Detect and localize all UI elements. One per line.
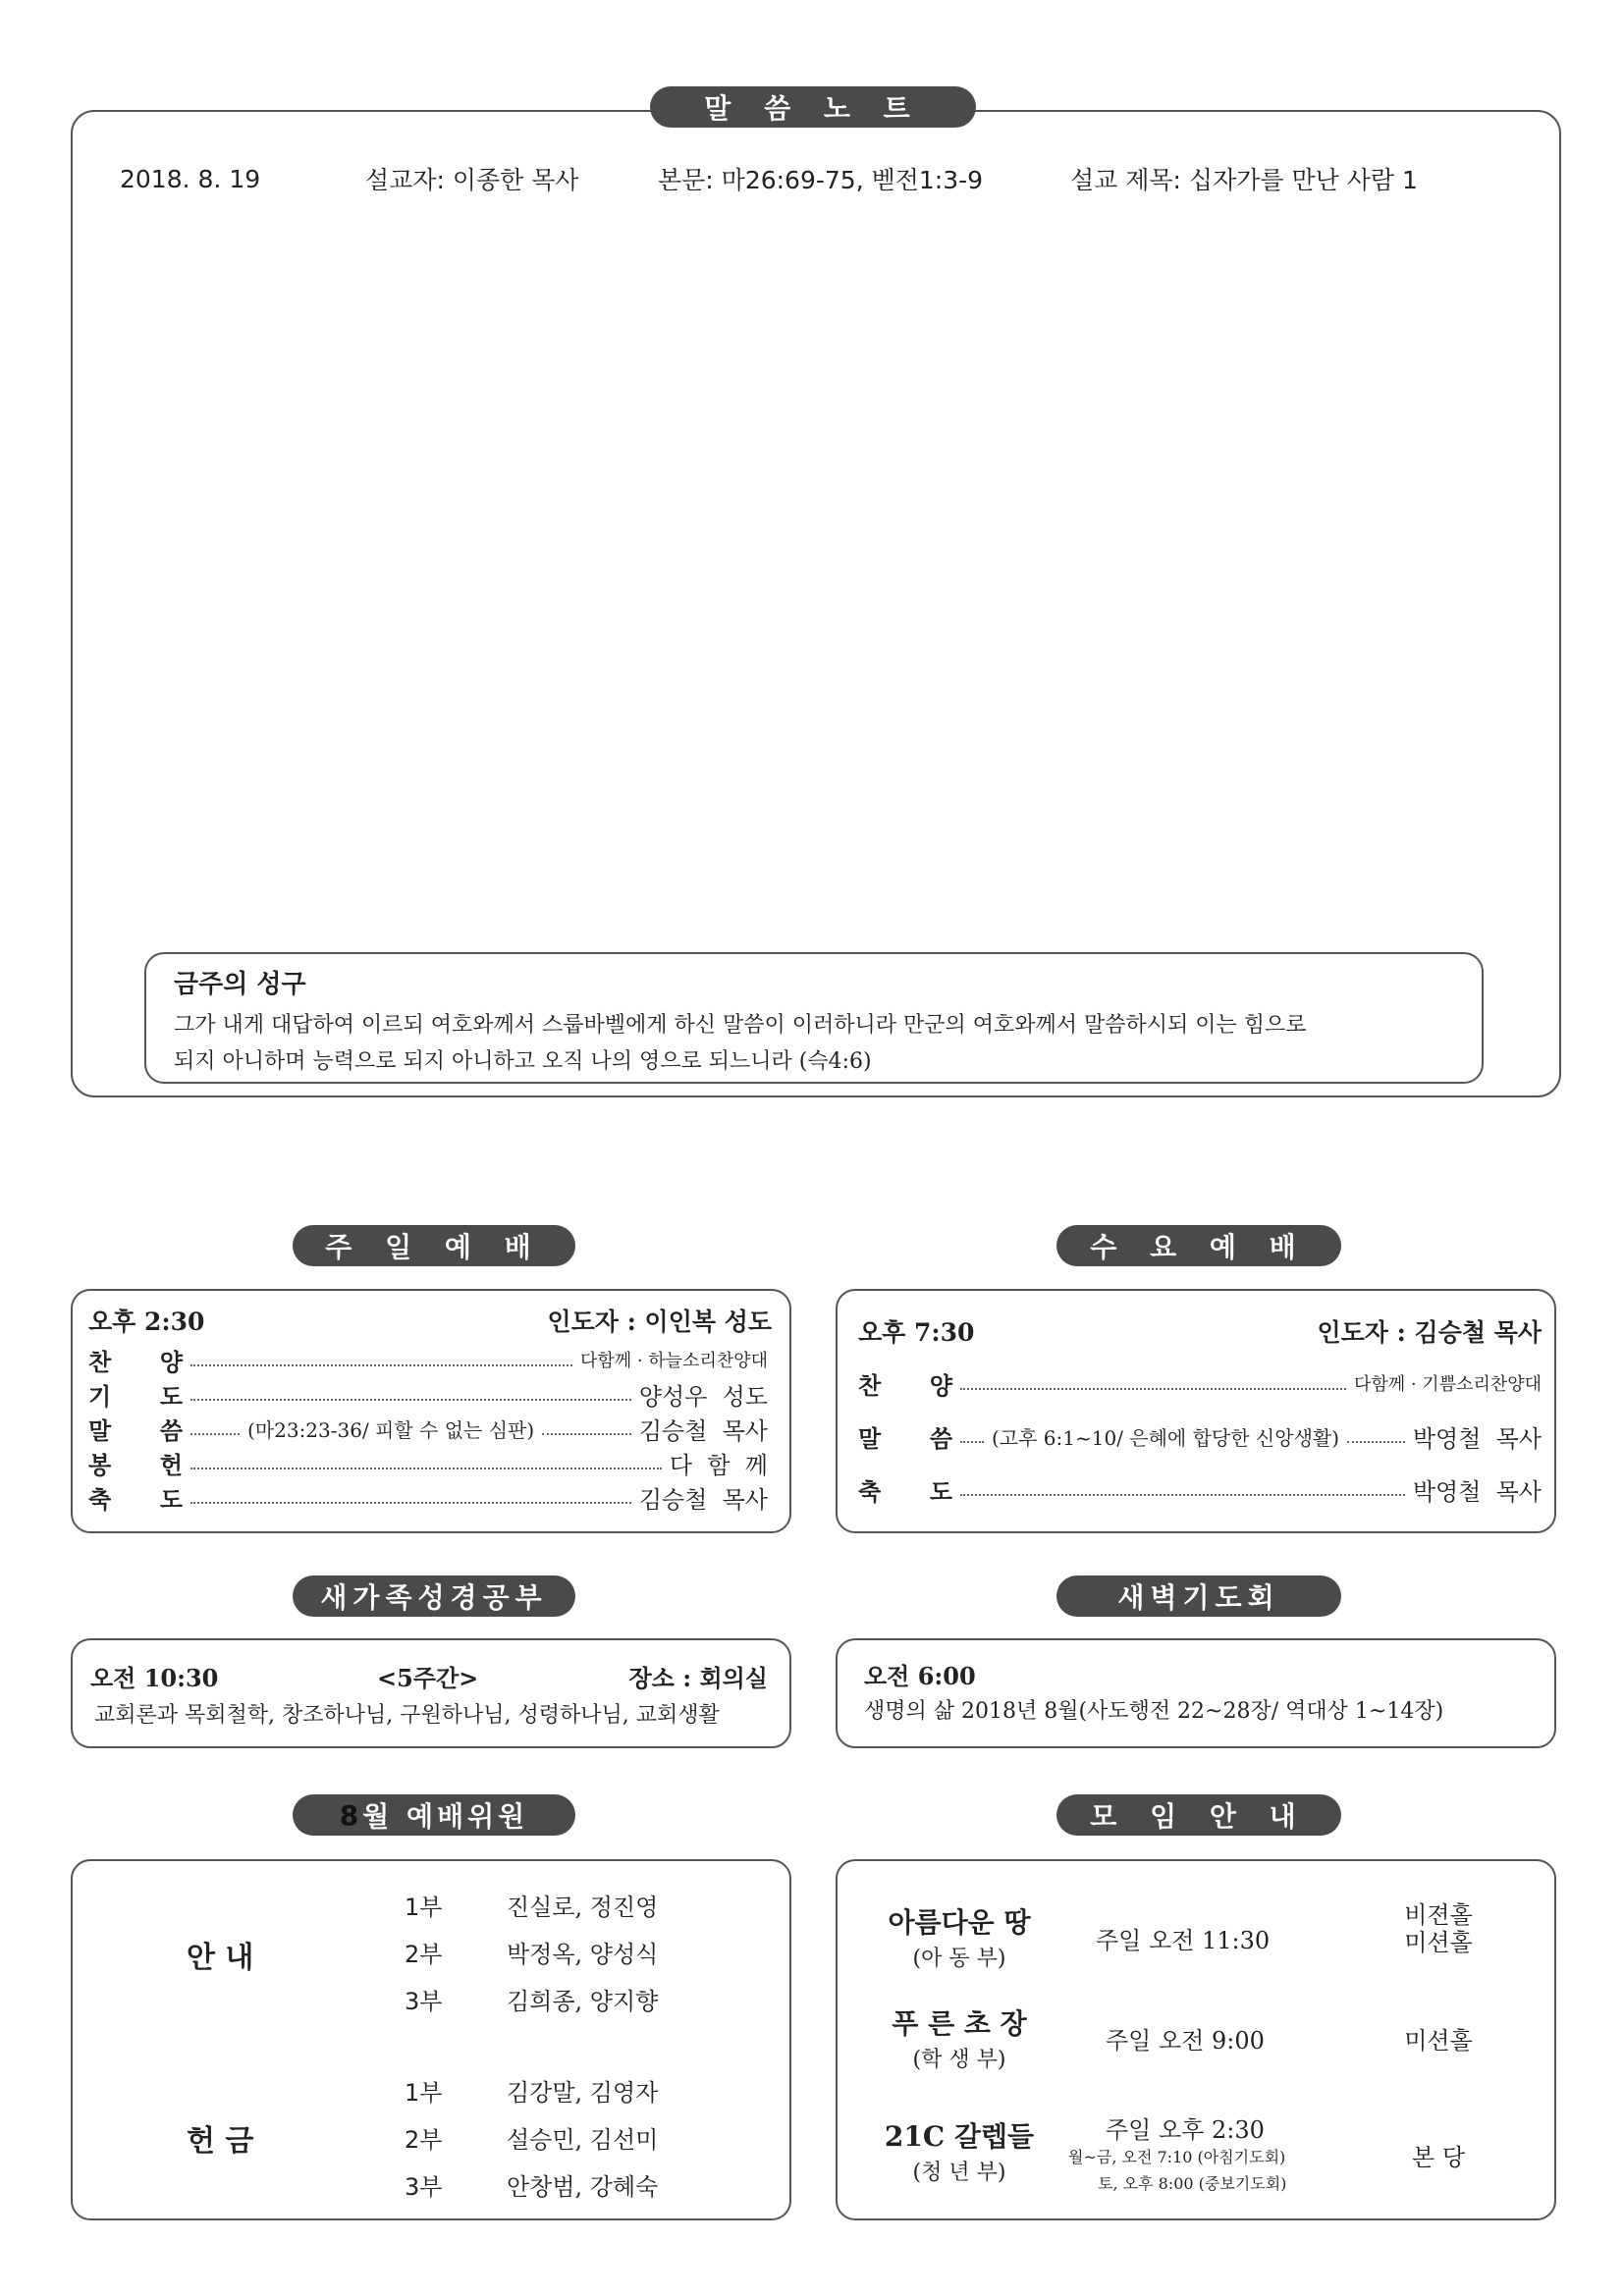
sermon-note-title: 말 씀 노 트 [650,86,976,128]
meeting-sub-youth: (청 년 부) [912,2161,1006,2185]
meeting-time-students: 주일 오전 9:00 [1106,2027,1265,2055]
family-study-desc: 교회론과 목회철학, 창조하나님, 구원하나님, 성령하나님, 교회생활 [94,1703,720,1728]
sunday-sermon-middle: (마23:23-36/ 피할 수 없는 심판) [247,1417,535,1442]
sermon-text: 본문: 마26:69-75, 벧전1:3-9 [658,166,984,194]
wednesday-service-title: 수 요 예 배 [1056,1225,1341,1266]
dawn-prayer-title: 새벽기도회 [1056,1575,1341,1617]
weekly-verse-title: 금주의 성구 [174,970,306,999]
sunday-leader: 인도자 : 이인복 성도 [547,1308,772,1336]
sunday-time: 오후 2:30 [88,1308,205,1336]
committee-offering-part3: 3부 [405,2173,443,2201]
wednesday-time: 오후 7:30 [858,1318,975,1347]
meeting-place-students: 미션홀 [1404,2027,1473,2055]
committee-ushers-part1: 1부 [405,1894,443,1921]
sermon-date: 2018. 8. 19 [120,164,261,193]
meeting-extra2-youth: 토, 오후 8:00 (중보기도회) [1098,2174,1287,2193]
sunday-offering-value: 다 함 께 [669,1451,768,1479]
dawn-prayer-box [836,1638,1556,1748]
meeting-name-students: 푸 른 초 장 [892,2007,1027,2040]
dawn-prayer-time: 오전 6:00 [864,1662,976,1690]
meeting-sub-children: (아 동 부) [912,1947,1006,1971]
wednesday-sermon-value: 박영철 목사 [1412,1424,1542,1453]
committee-offering-part2: 2부 [405,2126,443,2154]
weekly-verse-line1: 그가 내게 대답하여 이르되 여호와께서 스룹바벨에게 하신 말씀이 이러하니라 만군의 여호와께서 말씀하시되 이는 힘으로 [174,1013,1307,1038]
wednesday-leader: 인도자 : 김승철 목사 [1317,1318,1542,1347]
committee-ushers-part2: 2부 [405,1941,443,1968]
committee-ushers-names2: 박정옥, 양성식 [507,1941,659,1968]
committee-group-offering: 헌 금 [187,2124,254,2159]
wednesday-praise-value: 다함께 · 기쁨소리찬양대 [1353,1374,1542,1395]
meeting-name-youth: 21C 갈렙들 [884,2120,1035,2153]
wednesday-benediction-value: 박영철 목사 [1412,1477,1542,1506]
meeting-time-children: 주일 오전 11:30 [1096,1927,1271,1954]
meeting-place-youth: 본 당 [1412,2144,1465,2171]
sunday-service-title: 주 일 예 배 [293,1225,575,1266]
meeting-extra1-youth: 월~금, 오전 7:10 (아침기도회) [1068,2148,1286,2166]
sunday-row-sermon: 말 씀 (마23:23-36/ 피할 수 없는 심판) 김승철 목사 [88,1412,768,1445]
sunday-sermon-value: 김승철 목사 [638,1416,768,1445]
sermon-note-box [71,110,1561,1097]
sunday-row-offering: 봉 헌 다 함 께 [88,1446,768,1479]
committee-title-month: 8 [339,1798,363,1832]
sunday-row-benediction: 축 도 김승철 목사 [88,1480,768,1514]
sermon-preacher: 설교자: 이종한 목사 [365,166,579,194]
committee-title [293,1794,575,1836]
family-study-place: 장소 : 회의실 [628,1664,768,1692]
committee-offering-names1: 김강말, 김영자 [507,2079,659,2107]
sunday-praise-value: 다함께 · 하늘소리찬양대 [579,1351,768,1371]
weekly-verse-line2: 되지 아니하며 능력으로 되지 아니하고 오직 나의 영으로 되느니라 (슥4:6) [174,1049,872,1074]
committee-ushers-names3: 김희종, 양지향 [507,1988,659,2015]
family-study-title: 새가족성경공부 [293,1575,575,1617]
family-study-box [71,1638,791,1748]
family-study-time: 오전 10:30 [90,1664,219,1692]
wednesday-sermon-middle: (고후 6:1~10/ 은혜에 합당한 신앙생활) [992,1425,1340,1450]
meetings-title: 모 임 안 내 [1056,1794,1341,1836]
family-study-weeks: <5주간> [377,1664,479,1692]
committee-ushers-part3: 3부 [405,1988,443,2015]
committee-offering-names2: 설승민, 김선미 [507,2126,659,2154]
sunday-benediction-value: 김승철 목사 [638,1485,768,1514]
wednesday-row-sermon: 말 씀 (고후 6:1~10/ 은혜에 합당한 신앙생활) 박영철 목사 [858,1419,1542,1453]
meeting-sub-students: (학 생 부) [912,2048,1006,2072]
sunday-row-praise: 찬 양 다함께 · 하늘소리찬양대 [88,1347,768,1376]
committee-offering-part1: 1부 [405,2079,443,2107]
committee-offering-names3: 안창범, 강혜숙 [507,2173,659,2201]
committee-title-rest: 월 예배위원 [362,1800,529,1833]
dawn-prayer-desc: 생명의 삶 2018년 8월(사도행전 22~28장/ 역대상 1~14장) [864,1699,1444,1724]
wednesday-row-praise: 찬 양 다함께 · 기쁨소리찬양대 [858,1370,1542,1400]
sermon-title: 설교 제목: 십자가를 만난 사람 1 [1070,166,1418,194]
committee-group-ushers: 안 내 [187,1941,254,1975]
meeting-time-youth: 주일 오후 2:30 [1106,2116,1265,2144]
committee-ushers-names1: 진실로, 정진영 [507,1894,659,1921]
sunday-prayer-value: 양성우 성도 [638,1382,768,1411]
meeting-name-children: 아름다운 땅 [888,1906,1031,1939]
meeting-place-children: 비젼홀 미션홀 [1404,1901,1473,1956]
sunday-row-prayer: 기 도 양성우 성도 [88,1377,768,1411]
wednesday-row-benediction: 축 도 박영철 목사 [858,1472,1542,1506]
